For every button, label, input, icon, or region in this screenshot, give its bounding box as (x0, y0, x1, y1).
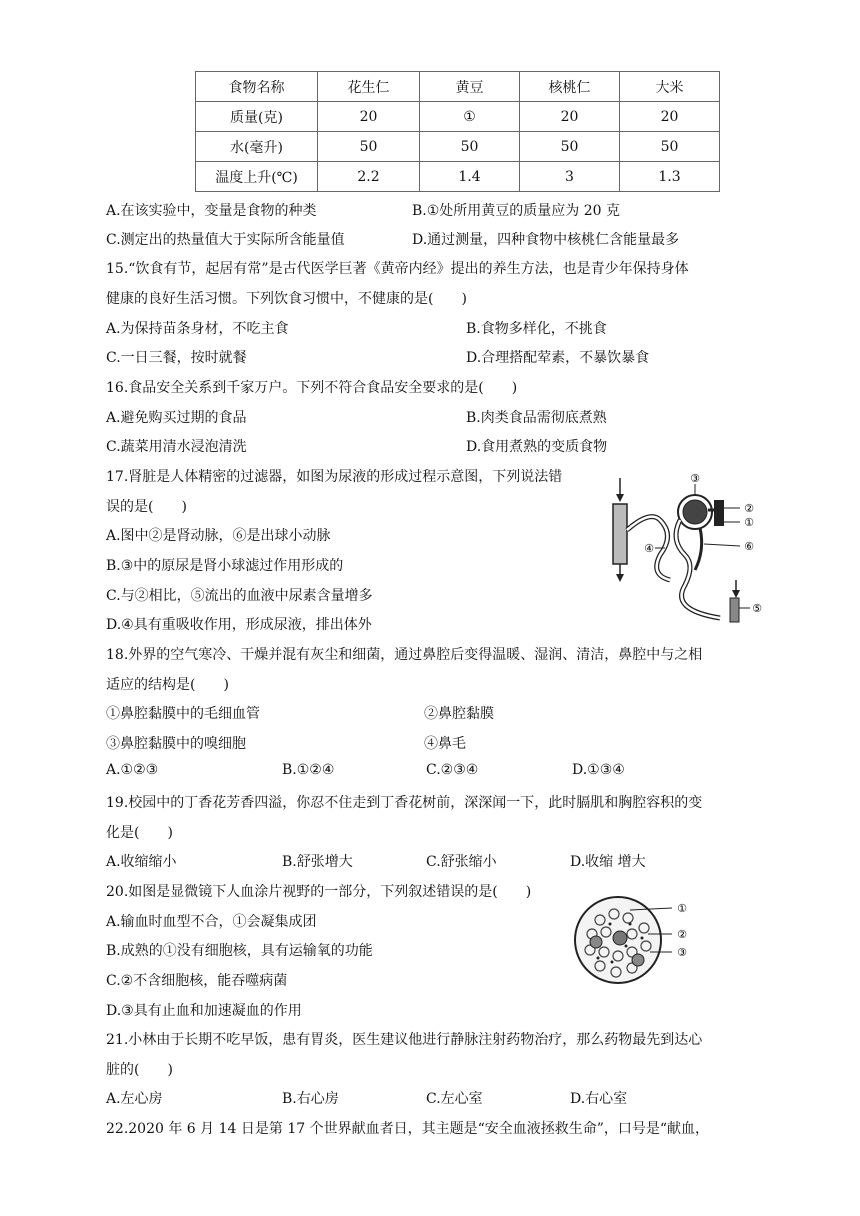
q18-stem-cont: 适应的结构是( ) (106, 677, 229, 693)
table-cell: 质量(克) (196, 102, 318, 132)
q17-option-b: B.③中的原尿是肾小球滤过作用形成的 (106, 558, 344, 574)
table-header-row (196, 72, 720, 102)
table-cell: 50 (620, 132, 720, 162)
blood-label-2: ② (677, 928, 687, 941)
q19-option-b: B.舒张增大 (282, 854, 353, 870)
q20-option-d: D.③具有止血和加速凝血的作用 (106, 1003, 302, 1019)
q17-stem-cont: 误的是( ) (106, 499, 187, 515)
q18-item-4: ④鼻毛 (424, 736, 466, 752)
q16-option-d: D.食用煮熟的变质食物 (466, 439, 608, 455)
q19-option-a: A.收缩缩小 (106, 854, 177, 870)
food-table (195, 71, 720, 192)
table-cell: 50 (520, 132, 620, 162)
q21-option-a: A.左心房 (106, 1091, 163, 1107)
nephron-label-1: ① (744, 516, 754, 529)
q21-option-d: D.右心室 (570, 1091, 628, 1107)
q22-stem: 22.2020 年 6 月 14 日是第 17 个世界献血者日，其主题是“安全血液拯救生命”，口号是“献血， (106, 1121, 710, 1137)
table-header-cell: 黄豆 (420, 72, 520, 102)
q14-option-c: C.测定出的热量值大于实际所含能量值 (106, 232, 345, 248)
nephron-label-4: ④ (644, 542, 654, 555)
q21-stem: 21.小林由于长期不吃早饭，患有胃炎，医生建议他进行静脉注射药物治疗，那么药物最先到达心 (106, 1032, 703, 1048)
q14-option-a: A.在该实验中，变量是食物的种类 (106, 203, 317, 219)
table-cell: 3 (520, 162, 620, 192)
table-cell: 1.3 (620, 162, 720, 192)
table-cell: 50 (420, 132, 520, 162)
q18-item-3: ③鼻腔黏膜中的嗅细胞 (106, 736, 246, 752)
q20-option-b: B.成熟的①没有细胞核，具有运输氧的功能 (106, 943, 373, 959)
blood-label-1: ① (677, 902, 687, 915)
q16-option-c: C.蔬菜用清水浸泡清洗 (106, 439, 247, 455)
table-cell: 20 (520, 102, 620, 132)
q21-stem-cont: 脏的( ) (106, 1062, 173, 1078)
q15-option-b: B.食物多样化，不挑食 (466, 321, 607, 337)
q20-option-a: A.输血时血型不合，①会凝集成团 (106, 914, 317, 930)
nephron-label-6: ⑥ (744, 540, 754, 553)
table-row (196, 132, 720, 162)
blood-smear-diagram (570, 894, 700, 986)
q15-stem: 15.“饮食有节，起居有常”是古代医学巨著《黄帝内经》提出的养生方法，也是青少年保持身体 (106, 261, 689, 277)
table-header-cell: 花生仁 (318, 72, 420, 102)
q19-stem: 19.校园中的丁香花芳香四溢，你忍不住走到丁香花树前，深深闻一下，此时膈肌和胸腔容积的变 (106, 795, 703, 811)
nephron-label-5: ⑤ (752, 602, 762, 615)
table-row (196, 102, 720, 132)
q14-option-b: B.①处所用黄豆的质量应为 20 克 (412, 203, 621, 219)
q16-stem: 16.食品安全关系到千家万户。下列不符合食品安全要求的是( ) (106, 380, 518, 396)
nephron-label-3: ③ (690, 472, 700, 485)
q16-option-b: B.肉类食品需彻底煮熟 (466, 410, 607, 426)
q14-option-d: D.通过测量，四种食物中核桃仁含能量最多 (412, 232, 680, 248)
q18-option-c: C.②③④ (426, 762, 479, 778)
table-cell: 温度上升(℃) (196, 162, 318, 192)
q17-stem: 17.肾脏是人体精密的过滤器，如图为尿液的形成过程示意图，下列说法错 (106, 469, 563, 485)
table-cell: 50 (318, 132, 420, 162)
q15-stem-cont: 健康的良好生活习惯。下列饮食习惯中，不健康的是( ) (106, 291, 467, 307)
q16-option-a: A.避免购买过期的食品 (106, 410, 247, 426)
q20-option-c: C.②不含细胞核，能吞噬病菌 (106, 973, 288, 989)
nephron-label-2: ② (744, 502, 754, 515)
q18-item-1: ①鼻腔黏膜中的毛细血管 (106, 706, 260, 722)
q15-option-a: A.为保持苗条身材，不吃主食 (106, 321, 289, 337)
q18-item-2: ②鼻腔黏膜 (424, 706, 494, 722)
q18-stem: 18.外界的空气寒冷、干燥并混有灰尘和细菌，通过鼻腔后变得温暖、湿润、清洁，鼻腔中与之相 (106, 647, 703, 663)
q17-option-c: C.与②相比，⑤流出的血液中尿素含量增多 (106, 588, 373, 604)
q18-option-a: A.①②③ (106, 762, 159, 778)
table-header-cell: 食物名称 (196, 72, 318, 102)
nephron-diagram (600, 470, 765, 630)
q18-option-b: B.①②④ (282, 762, 335, 778)
table-header-cell: 核桃仁 (520, 72, 620, 102)
table-cell: 2.2 (318, 162, 420, 192)
q19-option-d: D.收缩 增大 (570, 854, 646, 870)
table-cell: 20 (318, 102, 420, 132)
q18-option-d: D.①③④ (572, 762, 625, 778)
q17-option-a: A.图中②是肾动脉，⑥是出球小动脉 (106, 528, 331, 544)
q21-option-b: B.右心房 (282, 1091, 339, 1107)
q20-stem: 20.如图是显微镜下人血涂片视野的一部分，下列叙述错误的是( ) (106, 884, 532, 900)
q21-option-c: C.左心室 (426, 1091, 483, 1107)
table-cell: 20 (620, 102, 720, 132)
q15-option-d: D.合理搭配荤素，不暴饮暴食 (466, 350, 650, 366)
table-cell: 1.4 (420, 162, 520, 192)
table-cell: ① (420, 102, 520, 132)
blood-label-3: ③ (677, 946, 687, 959)
q15-option-c: C.一日三餐，按时就餐 (106, 350, 247, 366)
table-cell: 水(毫升) (196, 132, 318, 162)
q17-option-d: D.④具有重吸收作用，形成尿液，排出体外 (106, 617, 372, 633)
table-header-cell: 大米 (620, 72, 720, 102)
q19-option-c: C.舒张缩小 (426, 854, 497, 870)
q19-stem-cont: 化是( ) (106, 825, 173, 841)
table-row (196, 162, 720, 192)
